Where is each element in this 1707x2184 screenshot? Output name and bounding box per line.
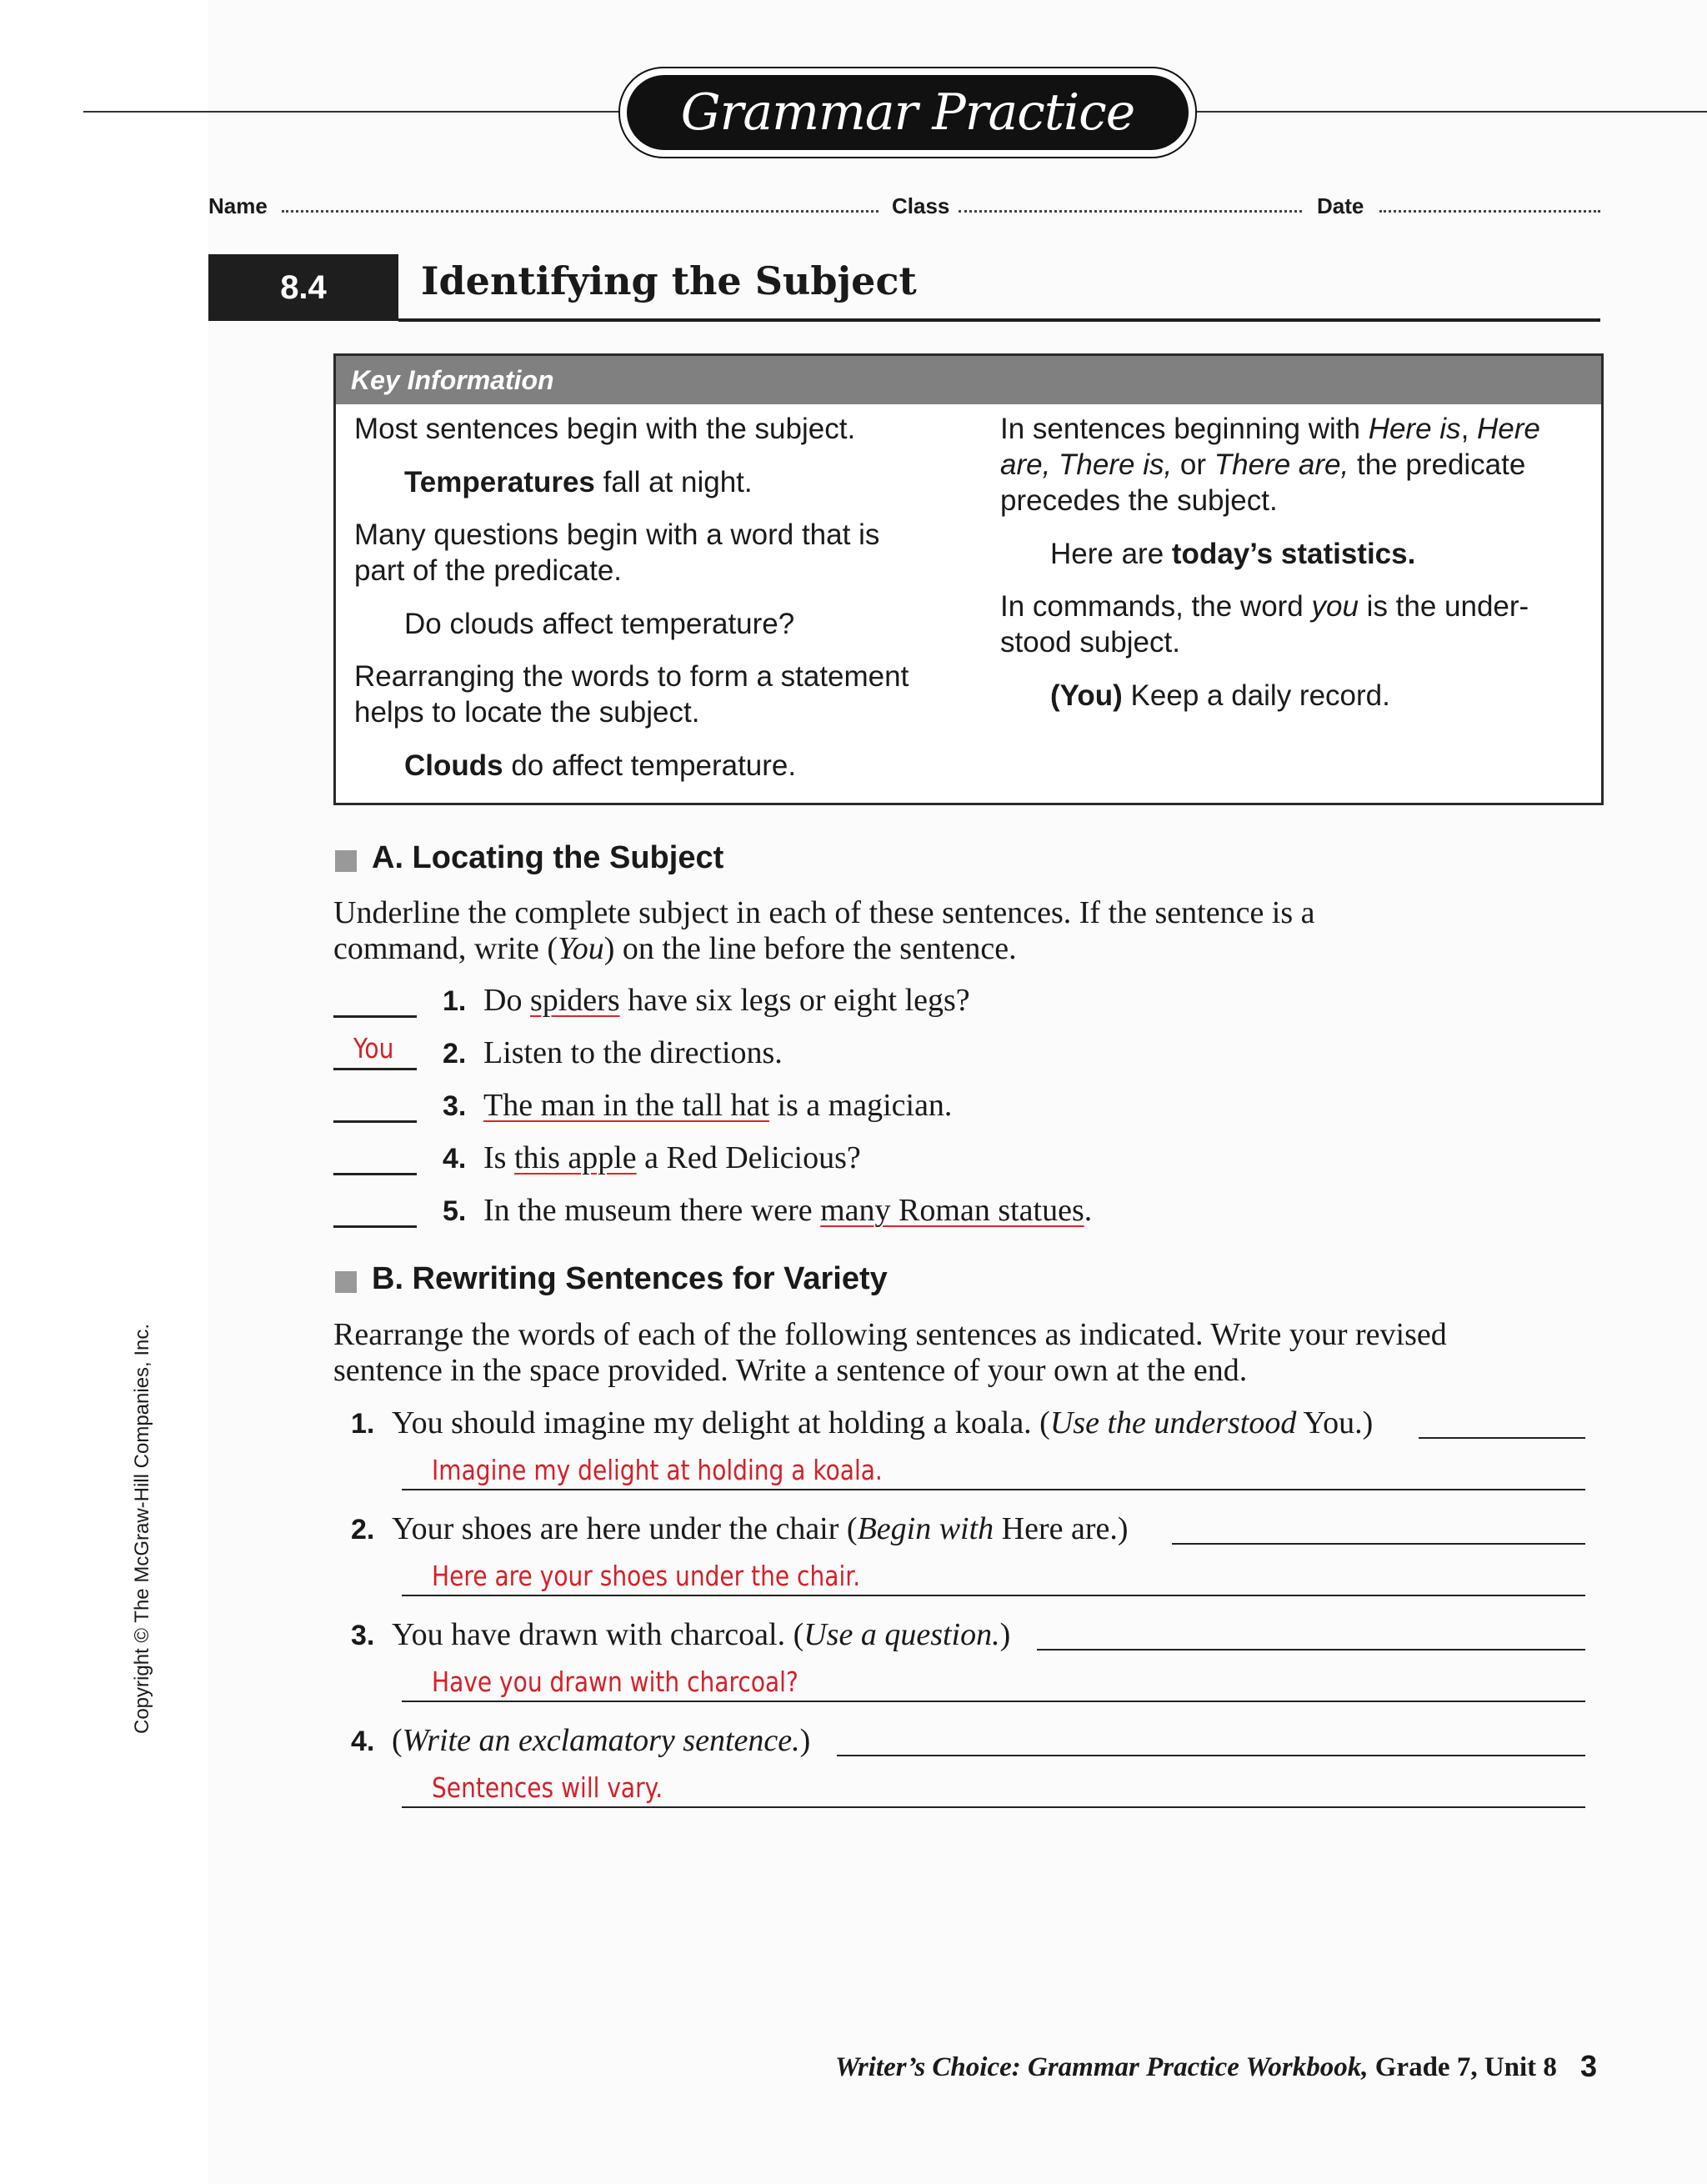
underlined-subject: many Roman statues <box>820 1193 1084 1228</box>
footer-book-title: Writer’s Choice: Grammar Practice Workbook, <box>835 2052 1369 2082</box>
date-field[interactable] <box>1379 190 1600 213</box>
item-number: 1. <box>351 1408 375 1440</box>
key-right-p2-b: is the under- <box>1358 590 1529 623</box>
banner-title: Grammar Practice <box>627 75 1189 150</box>
underlined-subject: The man in the tall hat <box>483 1088 769 1123</box>
key-right-ex2 <box>1050 678 1390 714</box>
key-left-p2-l1: Many questions begin with a word that is <box>354 518 880 551</box>
part-a-heading: A. Locating the Subject <box>372 840 724 875</box>
class-field[interactable] <box>959 190 1302 213</box>
sentence-3 <box>483 1087 952 1124</box>
key-right-p1-l3: precedes the subject. <box>1000 484 1278 517</box>
answer-line[interactable] <box>1037 1649 1585 1651</box>
part-a-instr-l2 <box>333 930 1017 967</box>
copyright-notice: Copyright © The McGraw-Hill Companies, Inc. <box>131 1323 153 1734</box>
answer-line[interactable] <box>1172 1543 1585 1545</box>
key-right-p2-a: In commands, the word <box>1000 590 1312 623</box>
key-left-ex1-bold: Temperatures <box>404 466 595 498</box>
prompt-text: You should imagine my delight at holding a koala. ( <box>392 1405 1050 1440</box>
part-a-instr-l1: Underline the complete subject in each of these sentences. If the sentence is a <box>333 895 1315 930</box>
part-b-instr-l1: Rearrange the words of each of the following sentences as indicated. Write your revised <box>333 1317 1447 1352</box>
answer-line[interactable] <box>837 1755 1585 1756</box>
part-a-instr-l2-b: ) on the line before the sentence. <box>603 931 1017 966</box>
prompt-text: Your shoes are here under the chair ( <box>392 1511 858 1546</box>
answer-blank-5[interactable] <box>333 1225 417 1228</box>
answer-line[interactable] <box>402 1595 1585 1596</box>
key-right-p2-l2: stood subject. <box>1000 626 1180 659</box>
part-a-square-icon <box>335 850 357 872</box>
item-number: 3. <box>443 1090 467 1122</box>
item-number: 1. <box>443 985 467 1017</box>
part-b-instr-l2: sentence in the space provided. Write a sentence of your own at the end. <box>333 1353 1248 1388</box>
page-number: 3 <box>1580 2049 1598 2083</box>
prompt-italic: Begin with <box>857 1511 994 1546</box>
sentence-5 <box>483 1192 1092 1229</box>
sentence-text: Do <box>483 983 530 1018</box>
answer-line[interactable] <box>402 1701 1585 1702</box>
prompt-italic: Use a question. <box>803 1617 1000 1652</box>
key-right-p1-l2-i2: There are, <box>1214 448 1349 481</box>
answer-blank-1[interactable] <box>333 1015 417 1018</box>
key-right-p1-l2-c: the predicate <box>1349 448 1526 481</box>
part-b-heading: B. Rewriting Sentences for Variety <box>372 1261 888 1296</box>
item-number: 4. <box>351 1726 375 1757</box>
underlined-subject: spiders <box>529 983 620 1018</box>
page-background <box>208 0 1707 2184</box>
rewrite-prompt-3 <box>392 1616 1010 1653</box>
item-number: 2. <box>443 1038 467 1069</box>
key-right-p2-l1 <box>1000 589 1529 624</box>
sentence-1 <box>483 982 970 1019</box>
sentence-text: is a magician. <box>768 1088 953 1123</box>
item-number: 5. <box>443 1195 467 1227</box>
sentence-text: have six legs or eight legs? <box>619 983 970 1018</box>
item-number: 2. <box>351 1514 375 1545</box>
key-information-heading: Key Information <box>336 356 1601 404</box>
key-right-ex1 <box>1050 536 1415 572</box>
key-left-p3-l1: Rearranging the words to form a statement <box>354 660 909 693</box>
part-a-instr-l2-a: command, write ( <box>333 931 558 966</box>
key-right-p1-i2: Here <box>1477 413 1540 445</box>
sentence-text: In the museum there were <box>483 1193 821 1228</box>
key-right-ex2-bold: (You) <box>1050 679 1123 712</box>
answer-blank-4[interactable] <box>333 1173 417 1175</box>
class-label: Class <box>892 193 950 218</box>
key-left-ex3-rest: do affect temperature. <box>503 749 797 782</box>
prompt-text: You have drawn with charcoal. ( <box>392 1617 804 1652</box>
answer-line[interactable] <box>1419 1437 1585 1439</box>
item-number: 3. <box>351 1620 375 1651</box>
prompt-italic: Write an exclamatory sentence. <box>402 1723 800 1758</box>
section-number: 8.4 <box>208 254 398 321</box>
key-left-p1: Most sentences begin with the subject. <box>354 413 856 445</box>
rewrite-prompt-2 <box>392 1510 1129 1547</box>
key-right-p1-b: , <box>1460 413 1478 445</box>
key-left-p3-l2: helps to locate the subject. <box>354 696 700 729</box>
footer-citation <box>835 2052 1557 2083</box>
key-left-ex1 <box>404 464 753 500</box>
sentence-text: . <box>1084 1193 1093 1228</box>
answer-text-2: Here are your shoes under the chair. <box>432 1560 861 1592</box>
key-right-p1-i1: Here is <box>1368 413 1461 445</box>
answer-blank-3[interactable] <box>333 1120 417 1123</box>
key-right-p1-l2-i: are, There is, <box>1000 448 1173 481</box>
answer-text-4: Sentences will vary. <box>432 1771 663 1804</box>
answer-text-3: Have you drawn with charcoal? <box>432 1666 798 1698</box>
rewrite-prompt-1 <box>392 1405 1373 1441</box>
answer-blank-2[interactable] <box>333 1068 417 1070</box>
prompt-text: ) <box>999 1617 1011 1652</box>
section-rule <box>398 318 1600 322</box>
key-right-ex1-bold: today’s statistics. <box>1171 538 1416 570</box>
item-number: 4. <box>443 1143 467 1175</box>
underlined-subject: this apple <box>513 1140 637 1175</box>
prompt-italic: Use the understood <box>1049 1405 1297 1440</box>
key-right-p2-i: you <box>1311 590 1359 623</box>
key-right-ex1-a: Here are <box>1050 538 1172 570</box>
sentence-text: a Red Delicious? <box>636 1140 861 1175</box>
key-left-ex2: Do clouds affect temperature? <box>404 608 795 640</box>
key-left-ex3 <box>404 748 796 784</box>
answer-text-1: Imagine my delight at holding a koala. <box>432 1454 883 1486</box>
key-left-ex1-rest: fall at night. <box>594 466 753 498</box>
answer-line[interactable] <box>402 1489 1585 1490</box>
footer-grade-unit: Grade 7, Unit 8 <box>1368 2052 1557 2082</box>
sentence-text: Listen to the directions. <box>483 1035 783 1070</box>
key-right-p1-a: In sentences beginning with <box>1000 413 1369 445</box>
part-b-square-icon <box>335 1271 357 1293</box>
sentence-text: Is <box>483 1140 514 1175</box>
rewrite-prompt-4 <box>392 1722 810 1759</box>
sentence-4 <box>483 1140 861 1176</box>
name-field[interactable] <box>282 190 879 213</box>
answer-you: You <box>353 1032 394 1064</box>
key-right-p1-l2-b: or <box>1172 448 1214 481</box>
prompt-text: You.) <box>1296 1405 1374 1440</box>
banner <box>618 67 1197 158</box>
prompt-text: ( <box>392 1723 403 1758</box>
key-left-ex3-bold: Clouds <box>404 749 503 782</box>
prompt-text: Here are.) <box>994 1511 1129 1546</box>
prompt-text: ) <box>799 1723 811 1758</box>
name-label: Name <box>208 193 268 218</box>
key-right-p1-l1 <box>1000 411 1540 447</box>
key-right-ex2-rest: Keep a daily record. <box>1122 679 1390 712</box>
sentence-2 <box>483 1034 783 1071</box>
key-left-p2-l2: part of the predicate. <box>354 554 623 587</box>
part-a-instr-l2-i: You <box>558 931 604 966</box>
section-title: Identifying the Subject <box>421 258 917 303</box>
key-information-box <box>333 353 1604 805</box>
answer-line[interactable] <box>402 1806 1585 1808</box>
key-right-p1-l2 <box>1000 447 1525 483</box>
date-label: Date <box>1317 193 1364 218</box>
